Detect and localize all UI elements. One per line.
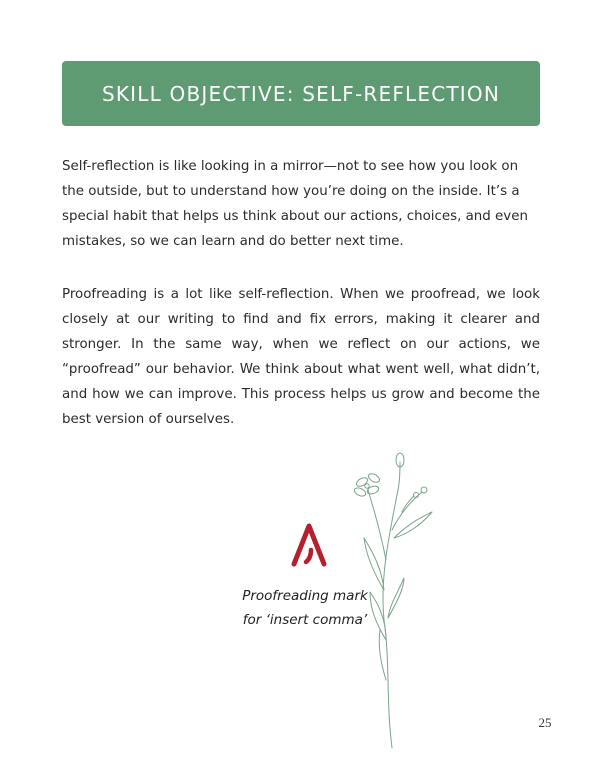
intro-paragraph: Self-reflection is like looking in a mirror—not to see how you look on the outside, but to understand how you’re doing on the inside. It’s a special habit that helps us think about our actions, choices, and even mistakes, so we can learn and do better next time. bbox=[62, 159, 528, 249]
page-number: 25 bbox=[538, 715, 552, 730]
proofreading-paragraph: Proofreading is a lot like self-reflection. When we proofread, we look closely at our writing to find and fix errors, making it clearer and stronger. In the same way, when we reflect on our actions, we “proofread” our behavior. We think about what went well, what didn’t, and how we can improve. This process helps us grow and become the best version of ourselves. bbox=[62, 287, 540, 427]
wildflower-illustration bbox=[340, 450, 440, 755]
caption-line-1: Proofreading mark bbox=[242, 588, 368, 604]
section-banner bbox=[62, 61, 540, 126]
caption-line-2: for ‘insert comma’ bbox=[242, 612, 368, 628]
section-title: SKILL OBJECTIVE: SELF-REFLECTION bbox=[101, 81, 501, 106]
insert-comma-caret-icon bbox=[290, 520, 330, 570]
